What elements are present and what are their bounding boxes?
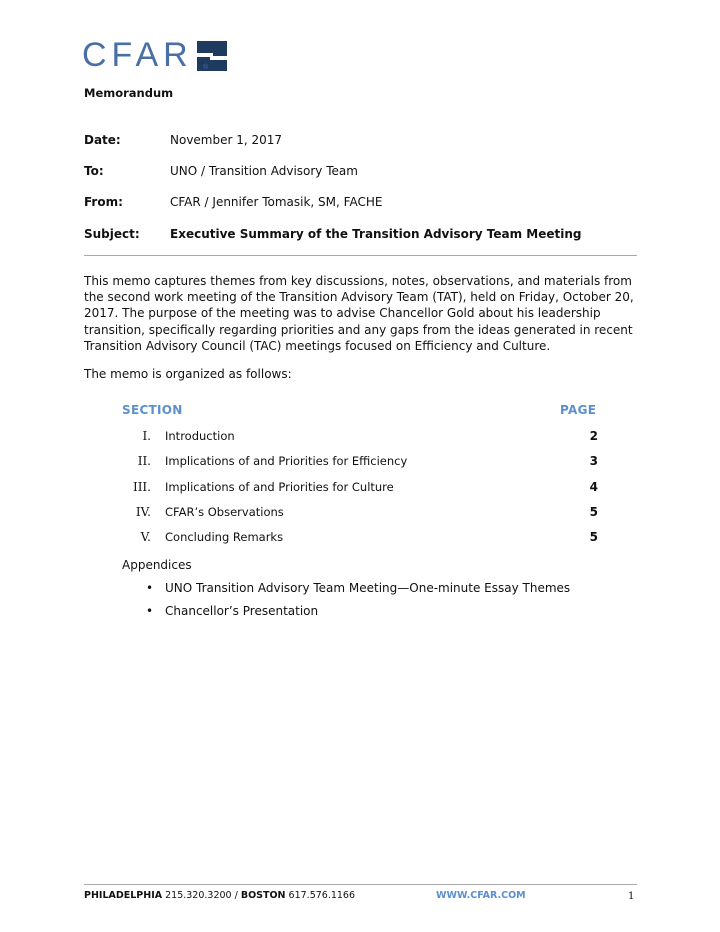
toc-row [0,454,720,474]
memo-heading: Memorandum [84,86,174,100]
toc-row [0,505,720,525]
footer-phone-boston: 617.576.1166 [285,890,356,901]
toc-row-title: Implications of and Priorities for Efficiency [165,454,408,468]
date-label: Date: [84,133,121,147]
appendices-label: Appendices [122,558,192,572]
appendix-item-text: UNO Transition Advisory Team Meeting—One-minute Essay Themes [165,581,571,595]
header-divider [84,255,637,256]
toc-row-title: CFAR’s Observations [165,505,284,519]
bullet-icon: • [146,581,154,595]
toc-row [0,530,720,550]
appendix-item-text: Chancellor’s Presentation [165,604,319,618]
toc-row-page: 4 [589,480,598,494]
intro-paragraph: This memo captures themes from key discussions, notes, observations, and materials from the second work meeting of the Transition Advisory Team (TAT), held on Friday, October 20, 2017. The purpose of the meeting was to advise Chancellor Gold about his leadership transition, specifically regarding priorities and any gaps from the ideas generated in recent Transition Advisory Council (TAC) meetings focused on Efficiency and Culture. [84,274,634,353]
toc-row [0,480,720,500]
page-number: 1 [628,891,635,902]
organization-paragraph: The memo is organized as follows: [84,367,292,381]
list-item [146,604,570,627]
footer-contacts [84,890,355,901]
footer-website-link[interactable]: WWW.CFAR.COM [436,890,526,901]
toc-row-title: Concluding Remarks [165,530,284,544]
from-label: From: [84,195,123,209]
toc-row-title: Implications of and Priorities for Culture [165,480,394,494]
toc-row-number: IV. [135,505,151,519]
to-label: To: [84,164,104,178]
logo-mark-icon [197,41,227,71]
footer-divider [84,884,637,885]
toc-row [0,429,720,449]
footer-city-philadelphia: PHILADELPHIA [84,890,163,901]
footer-phone-philadelphia: 215.320.3200 / [162,890,241,901]
toc-row-title: Introduction [165,429,235,443]
toc-section-header: SECTION [122,403,183,417]
bullet-icon: • [146,604,154,618]
toc-row-page: 2 [589,429,598,443]
logo-text: CFAR [82,36,193,74]
date-value: November 1, 2017 [170,133,283,147]
toc-row-number: V. [140,530,151,544]
to-value: UNO / Transition Advisory Team [170,164,358,178]
toc-row-number: I. [142,429,151,443]
footer-city-boston: BOSTON [240,890,286,901]
toc-page-header: PAGE [560,403,597,417]
toc-row-page: 5 [589,530,598,544]
toc-row-page: 5 [589,505,598,519]
subject-value: Executive Summary of the Transition Advisory Team Meeting [170,227,582,241]
toc-row-number: III. [132,480,151,494]
registered-mark: ® [203,64,209,71]
toc-row-page: 3 [589,454,598,468]
from-value: CFAR / Jennifer Tomasik, SM, FACHE [170,195,383,209]
subject-label: Subject: [84,227,140,241]
list-item [146,581,570,604]
appendices-list [146,581,570,627]
toc-row-number: II. [137,454,151,468]
cfar-logo [82,38,227,72]
